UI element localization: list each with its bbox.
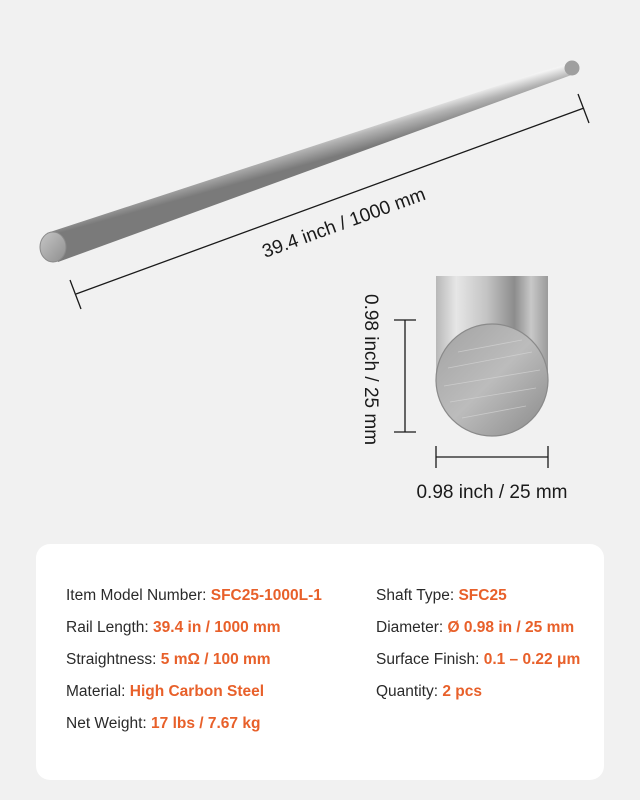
spec-label: Surface Finish:: [376, 651, 480, 668]
spec-surface-finish: [376, 651, 580, 669]
spec-straightness: [66, 651, 271, 669]
spec-value: SFC25-1000L-1: [210, 587, 322, 604]
spec-value: 39.4 in / 1000 mm: [153, 619, 281, 636]
spec-label: Quantity:: [376, 683, 439, 700]
spec-label: Rail Length:: [66, 619, 149, 636]
spec-material: [66, 683, 264, 701]
length-dimension-label: 39.4 inch / 1000 mm: [259, 184, 429, 263]
spec-value: 17 lbs / 7.67 kg: [151, 715, 261, 732]
spec-net-weight: [66, 715, 260, 733]
spec-rail-length: [66, 619, 281, 637]
spec-diameter: [376, 619, 574, 637]
spec-label: Material:: [66, 683, 126, 700]
height-dimension-line: [394, 320, 416, 432]
specs-card: [36, 544, 604, 780]
spec-value: 2 pcs: [442, 683, 482, 700]
spec-label: Item Model Number:: [66, 587, 207, 604]
spec-shaft-type: [376, 587, 507, 605]
spec-item-model-number: [66, 587, 322, 605]
width-dimension-label: 0.98 inch / 25 mm: [416, 482, 568, 503]
spec-value: SFC25: [458, 587, 507, 604]
spec-value: 0.1 – 0.22 μm: [483, 651, 581, 668]
spec-label: Shaft Type:: [376, 587, 455, 604]
spec-label: Straightness:: [66, 651, 157, 668]
spec-quantity: [376, 683, 482, 701]
spec-value: 5 mΩ / 100 mm: [160, 651, 271, 668]
spec-label: Diameter:: [376, 619, 444, 636]
shaft-closeup: [436, 269, 548, 436]
spec-value: High Carbon Steel: [129, 683, 265, 700]
spec-label: Net Weight:: [66, 715, 147, 732]
height-dimension-label: 0.98 inch / 25 mm: [360, 294, 381, 446]
width-dimension-line: [436, 446, 548, 468]
spec-value: Ø 0.98 in / 25 mm: [447, 619, 575, 636]
